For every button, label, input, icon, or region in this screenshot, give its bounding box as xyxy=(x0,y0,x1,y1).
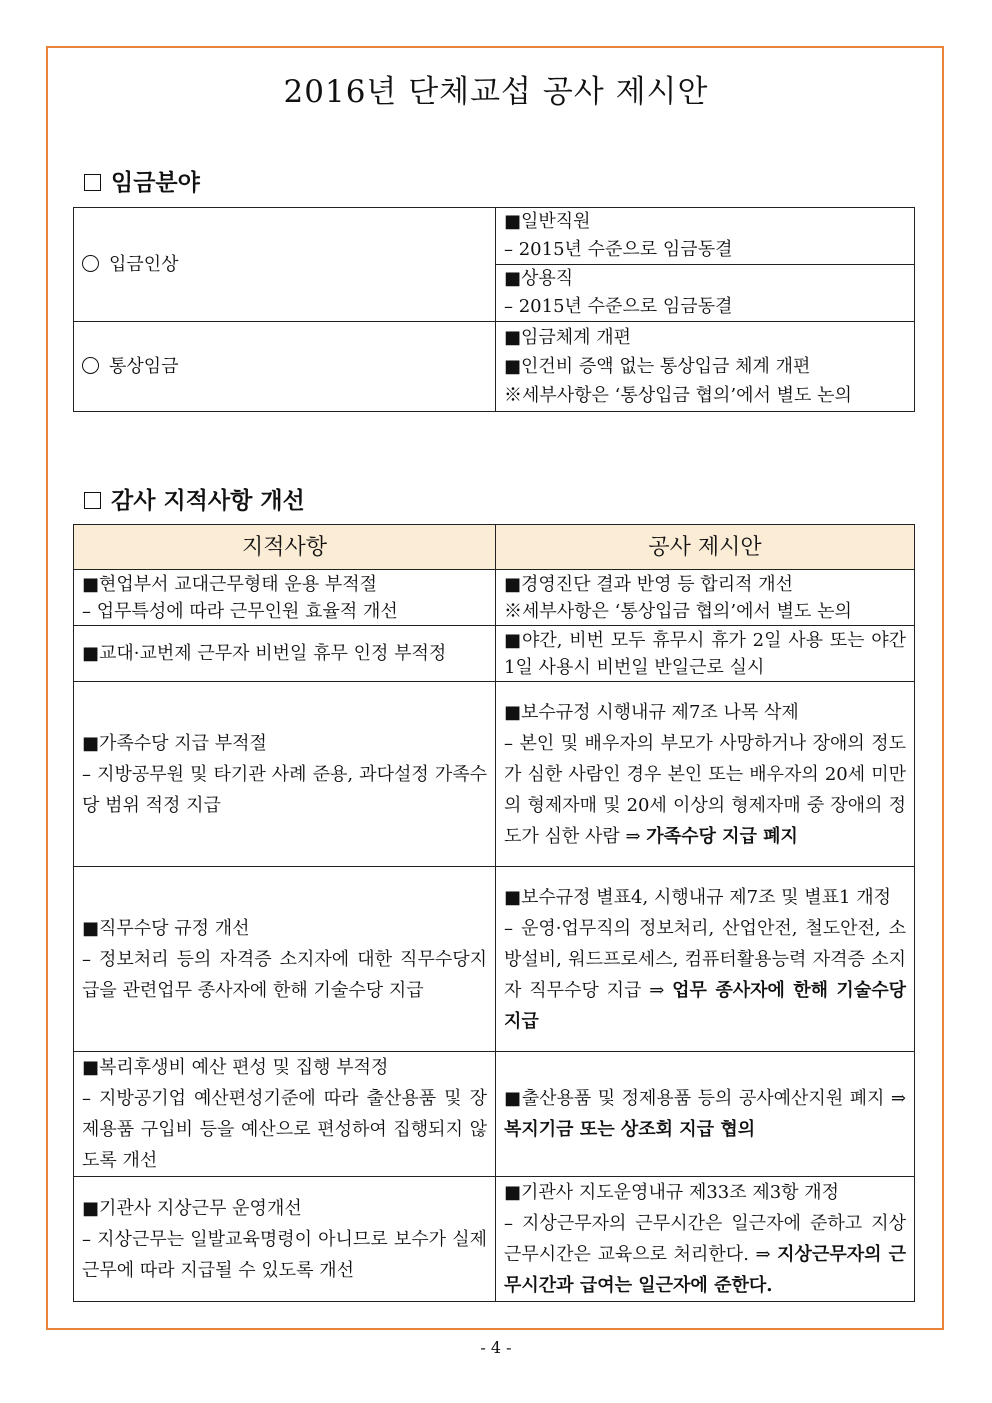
wage-detail-cell: ■임금체계 개편 ■인건비 증액 없는 통상입금 체계 개편 ※세부사항은 ‘통상입금 협의’에서 별도 논의 xyxy=(496,322,915,412)
proposal-cell: ■경영진단 결과 반영 등 합리적 개선 ※세부사항은 ‘통상입금 협의’에서 별도 논의 xyxy=(496,570,915,626)
document-title: 2016년 단체교섭 공사 제시안 xyxy=(283,74,709,110)
audit-table xyxy=(73,524,915,1302)
proposal-emphasis: 지상근무자의 근무시간과 급여는 일근자에 준한다. xyxy=(504,1244,907,1296)
section-heading-wage: 임금분야 xyxy=(84,164,200,197)
wage-detail-cell: ■일반직원 – 2015년 수준으로 임금동결 xyxy=(496,208,915,265)
wage-table xyxy=(73,207,915,412)
checkbox-square-icon xyxy=(84,174,101,191)
proposal-cell: ■야간, 비번 모두 휴무시 휴가 2일 사용 또는 야간 1일 사용시 비번일 반일근로 실시 xyxy=(496,626,915,682)
proposal-cell: ■기관사 지도운영내규 제33조 제3항 개정 – 지상근무자의 근무시간은 일근자에 준하고 지상근무시간은 교육으로 처리한다. ⇒ 지상근무자의 근무시간과 급여는 일근자에 준한다. xyxy=(496,1177,915,1302)
column-header-findings: 지적사항 xyxy=(74,525,496,570)
finding-cell: ■기관사 지상근무 운영개선 – 지상근무는 일발교육명령이 아니므로 보수가 실제근무에 따라 지급될 수 있도록 개선 xyxy=(74,1177,496,1302)
finding-cell: ■가족수당 지급 부적절 – 지방공무원 및 타기관 사례 준용, 과다설정 가족수당 범위 적정 지급 xyxy=(74,682,496,867)
finding-cell: ■현업부서 교대근무형태 운용 부적절 – 업무특성에 따라 근무인원 효율적 개선 xyxy=(74,570,496,626)
proposal-cell: ■보수규정 별표4, 시행내규 제7조 및 별표1 개정 – 운영·업무직의 정보처리, 산업안전, 철도안전, 소방설비, 워드프로세스, 컴퓨터활용능력 자격증 소지자 직무수당 지급 ⇒ 업무 종사자에 한해 기술수당 지급 xyxy=(496,867,915,1052)
proposal-cell: ■보수규정 시행내규 제7조 나목 삭제 – 본인 및 배우자의 부모가 사망하거나 장애의 정도가 심한 사람인 경우 본인 또는 배우자의 20세 미만의 형제자매 및 20세 이상의 형제자매 중 장애의 정도가 심한 사람 ⇒ 가족수당 지급 폐지 xyxy=(496,682,915,867)
wage-item-cell: 입금인상 xyxy=(74,208,496,322)
checkbox-square-icon xyxy=(84,492,101,509)
proposal-emphasis: 가족수당 지급 폐지 xyxy=(646,825,798,847)
proposal-cell: ■출산용품 및 정제용품 등의 공사예산지원 폐지 ⇒ 복지기금 또는 상조회 지급 협의 xyxy=(496,1052,915,1177)
proposal-emphasis: 업무 종사자에 한해 기술수당 지급 xyxy=(504,979,906,1032)
circle-bullet-icon xyxy=(82,255,99,272)
wage-detail-cell: ■상용직 – 2015년 수준으로 임금동결 xyxy=(496,265,915,322)
finding-cell: ■복리후생비 예산 편성 및 집행 부적정 – 지방공기업 예산편성기준에 따라 출산용품 및 장제용품 구입비 등을 예산으로 편성하여 집행되지 않도록 개선 xyxy=(74,1052,496,1177)
column-header-proposal: 공사 제시안 xyxy=(496,525,915,570)
section-heading-audit: 감사 지적사항 개선 xyxy=(84,482,305,515)
proposal-emphasis: 복지기금 또는 상조회 지급 협의 xyxy=(504,1119,756,1140)
finding-cell: ■직무수당 규정 개선 – 정보처리 등의 자격증 소지자에 대한 직무수당지급을 관련업무 종사자에 한해 기술수당 지급 xyxy=(74,867,496,1052)
circle-bullet-icon xyxy=(82,357,99,374)
finding-cell: ■교대·교번제 근무자 비번일 휴무 인정 부적정 xyxy=(74,626,496,682)
page-number: - 4 - xyxy=(480,1338,512,1357)
wage-item-cell: 통상임금 xyxy=(74,322,496,412)
